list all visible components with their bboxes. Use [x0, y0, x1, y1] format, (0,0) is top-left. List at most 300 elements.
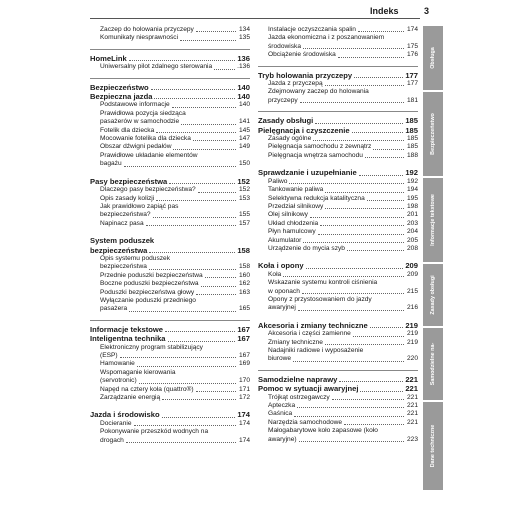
leader-dots: [283, 276, 404, 277]
entry-text: Informacje tekstowe: [90, 324, 164, 334]
entry-text: pasażera: [100, 305, 128, 313]
page-ref: 136: [237, 53, 250, 63]
index-entry: [90, 272, 250, 280]
entry-text: awaryjne): [268, 435, 297, 443]
index-entry: [90, 305, 250, 313]
index-heading: [258, 71, 418, 80]
page-ref: 174: [237, 410, 250, 420]
section-tab-label: Dane techniczne: [430, 424, 436, 468]
leader-dots: [181, 124, 236, 125]
entry-text: Olej silnikowy: [268, 211, 308, 219]
entry-text: Płyn hamulcowy: [268, 228, 316, 236]
entry-text: Poduszki bezpieczeństwa głowy: [100, 288, 195, 296]
leader-dots: [300, 102, 404, 103]
index-entry: [90, 377, 250, 385]
index-entry: [258, 80, 418, 88]
leader-dots: [149, 252, 235, 253]
index-entry: [90, 211, 250, 219]
index-heading: [258, 168, 418, 177]
index-heading: [90, 246, 250, 255]
page-ref: 192: [405, 168, 418, 178]
leader-dots: [180, 40, 236, 41]
page-ref: 158: [237, 245, 250, 255]
index-entry: [258, 339, 418, 347]
page-ref: 221: [406, 402, 418, 410]
entry-text: Dlaczego pasy bezpieczeństwa?: [100, 186, 196, 194]
index-entry: [90, 195, 250, 203]
entry-text: Instalacje oczyszczania spalin: [268, 26, 356, 33]
leader-dots: [365, 157, 404, 158]
leader-dots: [198, 192, 236, 193]
entry-text: Pielęgnacja wnętrza samochodu: [268, 151, 363, 159]
entry-text: bezpieczeństwa: [100, 263, 147, 271]
leader-dots: [318, 234, 404, 235]
page-ref: 162: [238, 280, 250, 288]
entry-text: Akcesoria i zmiany techniczne: [258, 320, 368, 330]
entry-text: Zdejmowany zaczep do holowania: [268, 88, 369, 96]
leader-dots: [156, 132, 236, 133]
section-tab-label: Samodzielne na-: [430, 342, 436, 386]
leader-dots: [173, 149, 236, 150]
leader-dots: [149, 269, 236, 270]
index-entry: [258, 88, 418, 96]
index-entry: [258, 237, 418, 245]
index-heading: [90, 410, 250, 419]
index-entry: [258, 97, 418, 105]
entry-text: Fotelik dla dziecka: [100, 126, 155, 134]
page-ref: 152: [237, 176, 250, 186]
leader-dots: [302, 293, 404, 294]
entry-text: Trójkąt ostrzegawczy: [268, 393, 330, 401]
leader-dots: [168, 341, 236, 342]
entry-text: biurowe: [268, 355, 292, 363]
leader-dots: [306, 268, 404, 269]
leader-dots: [156, 200, 236, 201]
header-title: Indeks: [370, 6, 399, 16]
index-entry: [90, 369, 250, 377]
entry-text: Zarządzanie energią: [100, 394, 161, 402]
index-entry: [258, 427, 418, 435]
index-entry: [258, 178, 418, 186]
leader-dots: [297, 407, 404, 408]
leader-dots: [344, 424, 404, 425]
section-tab: [423, 26, 443, 90]
index-entry: [90, 386, 250, 394]
entry-text: (servotronic): [100, 377, 137, 385]
entry-text: Koła: [268, 270, 282, 278]
leader-dots: [193, 140, 236, 141]
page-ref: 195: [406, 194, 418, 202]
header-rule: [90, 18, 420, 19]
index-entry: [90, 63, 250, 71]
page-ref: 149: [238, 143, 250, 151]
entry-text: HomeLink: [90, 53, 127, 63]
index-entry: [258, 402, 418, 410]
leader-dots: [325, 344, 404, 345]
index-entry: [258, 410, 418, 418]
page-ref: 220: [406, 355, 418, 363]
index-heading: [90, 334, 250, 343]
index-entry: [90, 127, 250, 135]
page-ref: 177: [405, 70, 418, 80]
section-divider: [90, 49, 250, 50]
leader-dots: [165, 331, 235, 332]
page-ref: 209: [405, 261, 418, 271]
page-ref: 185: [406, 135, 418, 143]
section-tabs: [423, 26, 443, 492]
index-heading: [90, 177, 250, 186]
page-ref: 135: [238, 34, 250, 42]
entry-text: przyczepy: [268, 96, 298, 104]
page-ref: 181: [406, 96, 418, 104]
leader-dots: [354, 77, 403, 78]
leader-dots: [139, 383, 236, 384]
page-ref: 174: [238, 436, 250, 444]
leader-dots: [293, 361, 404, 362]
index-entry: [90, 26, 250, 34]
page-ref: 163: [238, 288, 250, 296]
page-ref: 167: [238, 352, 250, 359]
index-entry: [258, 203, 418, 211]
index-entry: [90, 152, 250, 160]
entry-text: bezpieczeństwa: [90, 245, 148, 255]
leader-dots: [303, 48, 404, 49]
entry-text: Pokonywanie przeszkód wodnych na: [100, 428, 209, 436]
page-ref: 155: [238, 211, 250, 219]
entry-text: Uniwersalny pilot zdalnego sterowania: [100, 63, 213, 71]
page-ref: 175: [406, 42, 418, 50]
index-entry: [90, 220, 250, 228]
index-entry: [258, 304, 418, 312]
index-entry: [258, 330, 418, 338]
page-ref: 153: [238, 194, 250, 202]
index-entry: [258, 34, 418, 42]
entry-text: Narzędzia samochodowe: [268, 418, 343, 426]
page-ref: 185: [405, 125, 418, 135]
leader-dots: [339, 381, 403, 382]
index-entry: [90, 160, 250, 168]
index-entry: [90, 263, 250, 271]
index-entry: [258, 279, 418, 287]
entry-text: Napinacz pasa: [100, 219, 144, 227]
section-tab-label: Obsługa: [430, 47, 436, 69]
leader-dots: [358, 31, 404, 32]
leader-dots: [299, 441, 404, 442]
leader-dots: [338, 57, 404, 58]
page-ref: 171: [238, 385, 250, 393]
leader-dots: [162, 399, 236, 400]
index-entry: [90, 255, 250, 263]
index-entry: [90, 101, 250, 109]
entry-text: Hamowanie: [100, 360, 135, 368]
entry-text: Obciążenie środowiska: [268, 51, 336, 59]
leader-dots: [367, 200, 404, 201]
index-entry: [258, 143, 418, 151]
index-entry: [258, 419, 418, 427]
index-entry: [258, 296, 418, 304]
entry-text: Wspomaganie kierowania: [100, 368, 176, 376]
entry-text: Wyłączanie poduszki przedniego: [100, 296, 196, 304]
page-ref: 170: [238, 377, 250, 385]
leader-dots: [162, 417, 236, 418]
leader-dots: [298, 310, 404, 311]
index-heading: [90, 236, 250, 245]
entry-text: bagażu: [100, 160, 122, 168]
index-entry: [258, 394, 418, 402]
entry-text: Pasy bezpieczeństwa: [90, 176, 168, 186]
page-ref: 167: [237, 324, 250, 334]
leader-dots: [294, 416, 404, 417]
entry-text: Zaczep do holowania przyczepy: [100, 26, 194, 33]
section-tab-label: Zasady obsługi: [430, 275, 436, 315]
section-tab-label: Informacje tekstowe: [430, 194, 436, 246]
entry-text: Bezpieczeństwo: [90, 82, 149, 92]
leader-dots: [205, 277, 236, 278]
entry-text: Przedział silnikowy: [268, 202, 324, 210]
leader-dots: [352, 132, 404, 133]
index-entry: [90, 289, 250, 297]
section-tab: [423, 264, 443, 326]
entry-text: Selektywna redukcja katalityczna: [268, 194, 365, 202]
page-ref: 221: [405, 384, 418, 394]
leader-dots: [153, 217, 236, 218]
section-divider: [258, 370, 418, 371]
section-divider: [90, 320, 250, 321]
entry-text: Zmiany techniczne: [268, 338, 323, 346]
index-heading: [258, 126, 418, 135]
leader-dots: [169, 183, 235, 184]
page-ref: 141: [238, 118, 250, 126]
page-ref: 165: [238, 305, 250, 313]
leader-dots: [196, 31, 236, 32]
index-heading: [90, 92, 250, 101]
index-heading: [258, 261, 418, 270]
index-entry: [90, 34, 250, 42]
entry-text: Tankowanie paliwa: [268, 186, 324, 194]
page-ref: 185: [406, 143, 418, 151]
index-entry: [90, 143, 250, 151]
leader-dots: [201, 286, 236, 287]
leader-dots: [325, 85, 404, 86]
index-entry: [258, 135, 418, 143]
index-entry: [258, 51, 418, 59]
index-entry: [90, 135, 250, 143]
page-ref: 172: [238, 394, 250, 402]
page-number: 3: [424, 6, 430, 16]
entry-text: Akcesoria i części zamienne: [268, 330, 351, 338]
section-tab: [423, 92, 443, 176]
entry-text: Opony z przystosowaniem do jazdy: [268, 295, 372, 303]
section-tab: [423, 178, 443, 262]
leader-dots: [146, 225, 236, 226]
page-ref: 219: [405, 320, 418, 330]
leader-dots: [196, 294, 236, 295]
index-entry: [90, 428, 250, 436]
entry-text: bezpieczeństwa?: [100, 211, 151, 219]
entry-text: Jazda i środowisko: [90, 410, 160, 420]
index-entry: [90, 110, 250, 118]
leader-dots: [325, 192, 404, 193]
page-ref: 201: [406, 211, 418, 219]
leader-dots: [134, 425, 236, 426]
entry-text: Jak prawidłowo zapiąć pas: [100, 202, 179, 210]
page-ref: 134: [238, 26, 250, 33]
page-ref: 223: [406, 435, 418, 443]
index-entry: [258, 26, 418, 34]
leader-dots: [151, 89, 236, 90]
index-heading: [90, 83, 250, 92]
leader-dots: [137, 366, 236, 367]
leader-dots: [154, 98, 235, 99]
leader-dots: [320, 225, 404, 226]
index-entry: [258, 152, 418, 160]
entry-text: Jazda ekonomiczna i z poszanowaniem: [268, 34, 385, 42]
page-ref: 174: [238, 419, 250, 427]
page-ref: 167: [237, 334, 250, 344]
entry-text: Obszar dźwigni pedałów: [100, 143, 172, 151]
entry-text: w oponach: [268, 287, 300, 295]
page-ref: 203: [406, 219, 418, 227]
entry-text: Docieranie: [100, 419, 132, 427]
leader-dots: [120, 357, 236, 358]
page-ref: 215: [406, 287, 418, 295]
leader-dots: [129, 60, 236, 61]
entry-text: Gaśnica: [268, 410, 293, 418]
index-heading: [258, 375, 418, 384]
index-entry: [258, 271, 418, 279]
leader-dots: [360, 391, 403, 392]
index-entry: [90, 420, 250, 428]
page-ref: 209: [406, 270, 418, 278]
leader-dots: [315, 123, 403, 124]
index-entry: [90, 118, 250, 126]
page-ref: 194: [406, 186, 418, 194]
index-entry: [90, 203, 250, 211]
entry-text: Zasady obsługi: [258, 116, 314, 126]
index-heading: [90, 54, 250, 63]
leader-dots: [332, 399, 404, 400]
index-entry: [258, 355, 418, 363]
index-heading: [258, 321, 418, 330]
leader-dots: [172, 107, 236, 108]
entry-text: Apteczka: [268, 402, 296, 410]
section-tab: [423, 328, 443, 400]
section-tab: [423, 402, 443, 490]
index-entry: [258, 228, 418, 236]
index-entry: [90, 360, 250, 368]
section-divider: [258, 66, 418, 67]
page-ref: 204: [406, 228, 418, 236]
page-ref: 221: [405, 374, 418, 384]
entry-text: Samodzielne naprawy: [258, 374, 338, 384]
section-tab-label: Bezpieczeństwo: [430, 113, 436, 155]
entry-text: Sprawdzanie i uzupełnianie: [258, 168, 357, 178]
entry-text: Urządzenie do mycia szyb: [268, 244, 345, 252]
page-ref: 157: [238, 219, 250, 227]
entry-text: Paliwo: [268, 177, 288, 185]
index-entry: [90, 394, 250, 402]
leader-dots: [126, 442, 236, 443]
entry-text: Prawidłowa pozycja siedząca: [100, 109, 186, 117]
leader-dots: [347, 250, 404, 251]
page-ref: 147: [238, 135, 250, 143]
index-entry: [90, 297, 250, 305]
entry-text: Opis zasady kolizji: [100, 194, 155, 202]
page-ref: 185: [405, 116, 418, 126]
index-entry: [258, 211, 418, 219]
page-ref: 219: [406, 338, 418, 346]
index-column-right: [258, 26, 418, 444]
entry-text: System poduszek: [90, 236, 155, 246]
page-ref: 205: [406, 236, 418, 244]
section-divider: [258, 111, 418, 112]
entry-text: Prawidłowe układanie elementów: [100, 151, 198, 159]
index-entry: [258, 436, 418, 444]
entry-text: Wskazanie systemu kontroli ciśnienia: [268, 279, 378, 287]
page-ref: 140: [238, 101, 250, 109]
entry-text: Tryb holowania przyczepy: [258, 70, 353, 80]
entry-text: Mocowanie fotelika dla dziecka: [100, 135, 191, 143]
index-entry: [90, 280, 250, 288]
entry-text: Nadajniki radiowe i wyposażenie: [268, 347, 364, 354]
page-ref: 221: [406, 393, 418, 401]
entry-text: Małogabarytowe koło zapasowe (koło: [268, 427, 378, 435]
entry-text: Układ chłodzenia: [268, 219, 319, 227]
index-entry: [258, 288, 418, 296]
index-entry: [90, 437, 250, 445]
entry-text: Przednie poduszki bezpieczeństwa: [100, 271, 203, 279]
index-heading: [258, 116, 418, 125]
index-entry: [258, 186, 418, 194]
entry-text: pasażerów w samochodzie: [100, 118, 180, 126]
index-column-left: [90, 26, 250, 445]
page-ref: 140: [237, 82, 250, 92]
leader-dots: [124, 166, 236, 167]
leader-dots: [313, 140, 404, 141]
leader-dots: [310, 217, 404, 218]
entry-text: Napęd na cztery koła (quattro®): [100, 385, 194, 393]
leader-dots: [370, 327, 404, 328]
page-ref: 145: [238, 126, 250, 134]
entry-text: awaryjnej: [268, 304, 296, 312]
leader-dots: [196, 391, 236, 392]
entry-text: Opis systemu poduszek: [100, 254, 170, 262]
entry-text: Zasady ogólne: [268, 135, 312, 143]
page-ref: 221: [406, 410, 418, 418]
page-ref: 140: [237, 92, 250, 102]
entry-text: środowiska: [268, 42, 301, 50]
entry-text: Podstawowe informacje: [100, 101, 170, 109]
page-ref: 188: [406, 151, 418, 159]
page-ref: 192: [406, 177, 418, 185]
page-ref: 221: [406, 418, 418, 426]
entry-text: drogach: [100, 436, 124, 444]
leader-dots: [359, 175, 404, 176]
page-ref: 150: [238, 160, 250, 168]
entry-text: Bezpieczna jazda: [90, 92, 153, 102]
leader-dots: [325, 208, 404, 209]
entry-text: Elektroniczny program stabilizujący: [100, 343, 203, 351]
page-ref: 216: [406, 304, 418, 312]
index-heading: [258, 384, 418, 393]
leader-dots: [353, 336, 404, 337]
page-ref: 198: [406, 202, 418, 210]
index-entry: [258, 195, 418, 203]
section-divider: [90, 78, 250, 79]
leader-dots: [129, 311, 236, 312]
index-entry: [90, 186, 250, 194]
page-ref: 208: [406, 244, 418, 252]
